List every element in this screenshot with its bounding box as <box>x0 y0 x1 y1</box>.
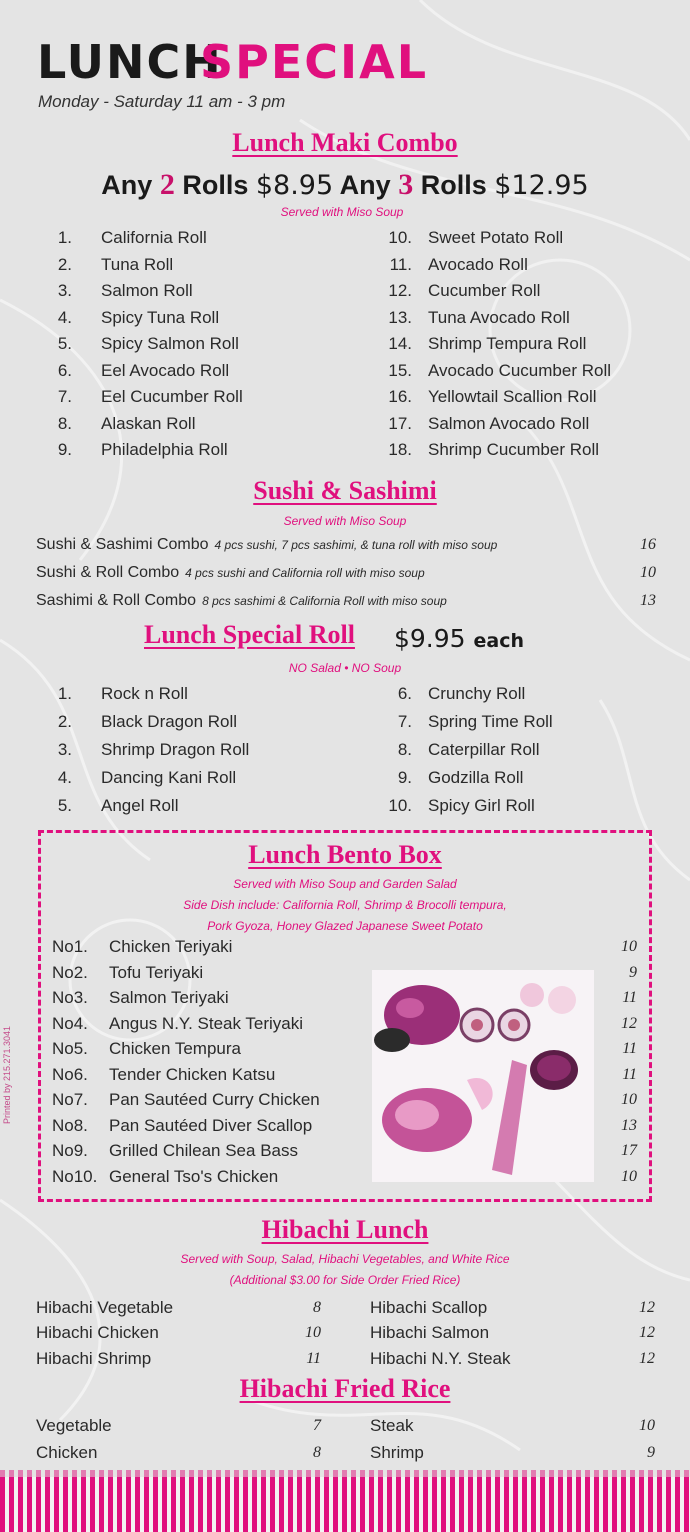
price-three-rolls: $12.95 <box>494 170 589 201</box>
fried-rice-list-right <box>370 1412 655 1466</box>
printed-by-note: Printed by 215.271.3041 <box>2 1025 13 1125</box>
item-price: 12 <box>621 1014 637 1032</box>
item-price: 10 <box>621 1090 637 1108</box>
menu-item <box>36 1439 321 1466</box>
list-item <box>36 278 336 305</box>
bento-title: Lunch Bento Box <box>248 840 442 869</box>
combo-row <box>36 592 656 620</box>
bento-note-1: Served with Miso Soup and Garden Salad <box>233 877 457 891</box>
item-number: 11. <box>389 254 412 274</box>
item-number: 17. <box>388 413 412 433</box>
item-price: 12 <box>639 1349 655 1367</box>
combo-row <box>36 564 656 592</box>
list-item <box>36 384 336 411</box>
maki-combo-note: Served with Miso Soup <box>280 205 404 219</box>
bento-item <box>52 934 637 960</box>
menu-item <box>370 1295 655 1321</box>
combo-price: 10 <box>640 564 656 581</box>
item-number: No8. <box>52 1115 88 1135</box>
item-number: 2. <box>57 712 72 731</box>
item-name: Chicken <box>36 1442 98 1462</box>
list-item <box>36 680 336 708</box>
item-number: No3. <box>52 987 88 1007</box>
item-price: 11 <box>622 1039 637 1057</box>
item-name: Spicy Salmon Roll <box>101 334 239 353</box>
item-number: No5. <box>52 1038 88 1058</box>
list-item <box>376 331 676 358</box>
item-name: Avocado Roll <box>428 254 528 274</box>
any-label: Any <box>339 170 391 200</box>
title-lunch: LUNCH <box>37 35 223 89</box>
list-item <box>376 680 676 708</box>
item-name: Black Dragon Roll <box>101 712 238 731</box>
list-item <box>376 225 676 252</box>
item-name: Spicy Girl Roll <box>428 796 535 815</box>
item-number: 18. <box>388 440 412 459</box>
combo-name: Sushi & Sashimi Combo <box>36 536 209 553</box>
item-name: Avocado Cucumber Roll <box>428 360 611 380</box>
item-number: 4. <box>57 768 72 787</box>
hibachi-list-left <box>36 1295 321 1372</box>
list-item <box>376 764 676 792</box>
item-name: Hibachi Scallop <box>370 1297 488 1317</box>
item-name: Tofu Teriyaki <box>109 962 204 982</box>
item-name: Shrimp <box>370 1442 424 1462</box>
item-name: Dancing Kani Roll <box>101 768 237 787</box>
list-item <box>376 792 676 820</box>
item-price: 8 <box>313 1298 321 1316</box>
list-item <box>36 331 336 358</box>
item-name: Godzilla Roll <box>428 768 524 787</box>
item-price: 10 <box>621 1167 637 1185</box>
maki-list-left <box>36 225 336 464</box>
item-price: 13 <box>621 1116 637 1134</box>
item-price: 8 <box>313 1443 321 1461</box>
roll-count: 3 <box>398 168 414 201</box>
list-item <box>36 358 336 385</box>
any-label: Any <box>101 170 153 200</box>
item-number: 1. <box>57 228 72 247</box>
item-name: Grilled Chilean Sea Bass <box>109 1140 298 1160</box>
item-name: Salmon Avocado Roll <box>428 413 590 433</box>
item-name: Eel Avocado Roll <box>101 360 230 380</box>
menu-item <box>370 1346 655 1372</box>
list-item <box>376 384 676 411</box>
item-name: Angus N.Y. Steak Teriyaki <box>109 1013 304 1033</box>
item-name: Tuna Roll <box>101 254 174 274</box>
special-list-left <box>36 680 336 820</box>
item-name: Tuna Avocado Roll <box>428 307 570 327</box>
combo-price: 16 <box>640 536 656 553</box>
hours: Monday - Saturday 11 am - 3 pm <box>38 92 286 111</box>
maki-combo-title: Lunch Maki Combo <box>232 128 458 157</box>
item-price: 10 <box>639 1416 655 1434</box>
list-item <box>36 708 336 736</box>
item-number: 16. <box>388 387 412 406</box>
price-value: $9.95 <box>394 624 466 653</box>
combo-price: 13 <box>640 592 656 609</box>
bottom-stripe <box>0 1477 690 1532</box>
menu-item <box>36 1321 321 1347</box>
item-price: 11 <box>622 988 637 1006</box>
maki-combo-prices <box>0 168 690 202</box>
price-unit: each <box>473 630 525 652</box>
list-item <box>376 305 676 332</box>
item-price: 12 <box>639 1298 655 1316</box>
item-name: Hibachi Salmon <box>370 1323 490 1343</box>
list-item <box>36 305 336 332</box>
item-name: Caterpillar Roll <box>428 740 540 759</box>
item-number: 5. <box>57 334 72 353</box>
item-number: 14. <box>388 334 412 353</box>
item-number: 12. <box>388 281 412 300</box>
combo-name: Sashimi & Roll Combo <box>36 592 197 609</box>
fried-rice-list-left <box>36 1412 321 1466</box>
list-item <box>36 252 336 279</box>
item-price: 9 <box>629 963 637 981</box>
combo-desc: 4 pcs sushi, 7 pcs sashimi, & tuna roll with miso soup <box>214 538 498 552</box>
item-price: 11 <box>306 1349 321 1367</box>
item-name: Angel Roll <box>101 796 179 815</box>
item-number: 6. <box>57 360 72 380</box>
item-number: No4. <box>52 1013 88 1033</box>
item-price: 7 <box>313 1416 321 1434</box>
item-name: Sweet Potato Roll <box>428 228 564 247</box>
list-item <box>36 437 336 464</box>
item-name: Rock n Roll <box>101 684 188 703</box>
combo-row <box>36 536 656 564</box>
list-item <box>36 792 336 820</box>
item-name: Hibachi N.Y. Steak <box>370 1348 511 1368</box>
bento-note-2: Side Dish include: California Roll, Shrimp & Brocolli tempura, <box>183 898 507 912</box>
hibachi-title: Hibachi Lunch <box>261 1215 429 1244</box>
combo-name: Sushi & Roll Combo <box>36 564 180 581</box>
list-item <box>376 278 676 305</box>
item-number: 4. <box>57 307 72 327</box>
item-number: 7. <box>57 387 72 406</box>
maki-list-right <box>376 225 676 464</box>
hibachi-list-right <box>370 1295 655 1372</box>
item-name: Chicken Teriyaki <box>109 936 233 956</box>
item-number: 3. <box>57 740 72 759</box>
combo-desc: 8 pcs sashimi & California Roll with miso soup <box>202 594 447 608</box>
item-number: 13. <box>388 307 412 327</box>
item-name: Pan Sautéed Diver Scallop <box>109 1115 313 1135</box>
item-price: 12 <box>639 1324 655 1342</box>
item-number: No2. <box>52 962 88 982</box>
price-two-rolls: $8.95 <box>255 170 334 201</box>
menu-item <box>36 1295 321 1321</box>
rolls-label: Rolls <box>182 170 249 200</box>
item-name: General Tso's Chicken <box>109 1166 279 1186</box>
item-name: Salmon Teriyaki <box>109 987 229 1007</box>
item-number: No7. <box>52 1089 88 1109</box>
item-name: Shrimp Tempura Roll <box>428 334 587 353</box>
menu-item <box>370 1439 655 1466</box>
item-name: Tender Chicken Katsu <box>109 1064 276 1084</box>
item-name: Hibachi Chicken <box>36 1323 159 1343</box>
item-name: Hibachi Shrimp <box>36 1348 152 1368</box>
item-number: 5. <box>57 796 72 815</box>
list-item <box>36 411 336 438</box>
item-number: No10. <box>52 1166 98 1186</box>
item-price: 17 <box>621 1141 637 1159</box>
item-number: 7. <box>397 712 412 731</box>
item-name: Chicken Tempura <box>109 1038 241 1058</box>
list-item <box>376 708 676 736</box>
title-special: SPECIAL <box>200 35 429 89</box>
list-item <box>376 252 676 279</box>
special-roll-title: Lunch Special Roll <box>144 620 355 649</box>
sushi-sashimi-title: Sushi & Sashimi <box>253 476 437 505</box>
item-number: 1. <box>57 684 72 703</box>
hibachi-note-1: Served with Soup, Salad, Hibachi Vegetables, and White Rice <box>180 1252 510 1266</box>
item-number: 9. <box>57 440 72 459</box>
item-number: No9. <box>52 1140 88 1160</box>
item-number: 2. <box>57 254 72 274</box>
item-number: 3. <box>57 281 72 300</box>
item-number: 8. <box>57 413 72 433</box>
item-name: Shrimp Cucumber Roll <box>428 440 599 459</box>
special-roll-note: NO Salad • NO Soup <box>288 661 402 675</box>
item-name: Eel Cucumber Roll <box>101 387 243 406</box>
hibachi-note-2: (Additional $3.00 for Side Order Fried Rice) <box>229 1273 461 1287</box>
item-number: 15. <box>388 360 412 380</box>
menu-item <box>36 1412 321 1439</box>
item-number: No6. <box>52 1064 88 1084</box>
roll-count: 2 <box>159 168 175 201</box>
item-name: Pan Sautéed Curry Chicken <box>109 1089 320 1109</box>
list-item <box>36 764 336 792</box>
item-number: 6. <box>397 684 412 703</box>
item-number: 8. <box>397 740 412 759</box>
list-item <box>376 736 676 764</box>
item-name: Philadelphia Roll <box>101 440 228 459</box>
item-number: 10. <box>388 796 412 815</box>
menu-item <box>370 1321 655 1347</box>
list-item <box>376 411 676 438</box>
bento-note-3: Pork Gyoza, Honey Glazed Japanese Sweet Potato <box>207 919 483 933</box>
item-name: Alaskan Roll <box>101 413 196 433</box>
combo-desc: 4 pcs sushi and California roll with miso soup <box>185 566 425 580</box>
item-name: Salmon Roll <box>101 281 193 300</box>
special-roll-price <box>394 624 524 653</box>
item-price: 10 <box>305 1324 321 1342</box>
bottom-stripe-fade <box>0 1470 690 1477</box>
list-item <box>36 225 336 252</box>
fried-rice-title: Hibachi Fried Rice <box>239 1374 451 1403</box>
item-price: 10 <box>621 937 637 955</box>
item-name: California Roll <box>101 228 207 247</box>
item-name: Spring Time Roll <box>428 712 553 731</box>
item-name: Yellowtail Scallion Roll <box>428 387 597 406</box>
list-item <box>376 437 676 464</box>
item-name: Shrimp Dragon Roll <box>101 740 250 759</box>
item-name: Steak <box>370 1415 414 1435</box>
list-item <box>376 358 676 385</box>
item-number: No1. <box>52 936 88 956</box>
item-name: Vegetable <box>36 1415 112 1435</box>
rolls-label: Rolls <box>420 170 487 200</box>
item-number: 9. <box>397 768 412 787</box>
special-list-right <box>376 680 676 820</box>
item-name: Cucumber Roll <box>428 281 541 300</box>
menu-item <box>370 1412 655 1439</box>
item-price: 9 <box>647 1443 655 1461</box>
list-item <box>36 736 336 764</box>
item-name: Hibachi Vegetable <box>36 1297 174 1317</box>
menu-item <box>36 1346 321 1372</box>
item-name: Spicy Tuna Roll <box>101 307 220 327</box>
item-name: Crunchy Roll <box>428 684 526 703</box>
item-price: 11 <box>622 1065 637 1083</box>
item-number: 10. <box>388 228 412 247</box>
bento-food-photo <box>372 970 594 1182</box>
sushi-sashimi-note: Served with Miso Soup <box>283 514 407 528</box>
